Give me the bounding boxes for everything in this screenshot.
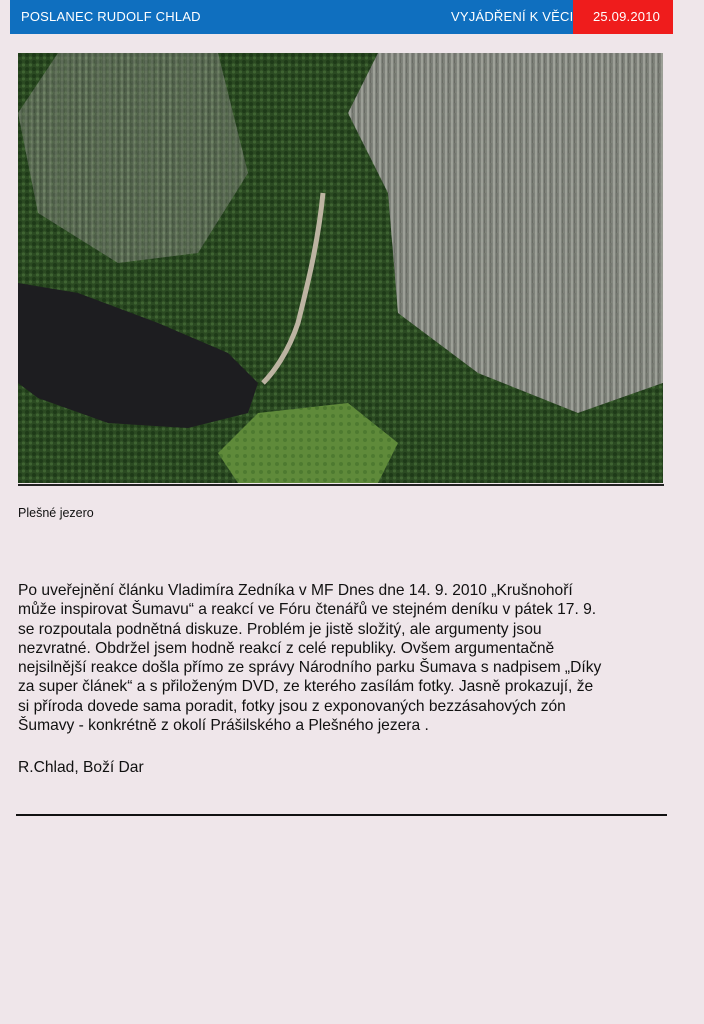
photo-caption: Plešné jezero — [18, 506, 94, 520]
signature: R.Chlad, Boží Dar — [18, 759, 144, 776]
article-line: se rozpoutala podnětná diskuze. Problém je jistě složitý, ale argumenty jsou — [18, 620, 542, 638]
article-line: za super článek“ a s přiloženým DVD, ze kterého zasílám fotky. Jasně prokazují, že — [18, 678, 594, 696]
bottom-divider — [16, 814, 667, 816]
aerial-photo — [18, 53, 663, 483]
article-body — [18, 581, 678, 735]
header-date: 25.09.2010 — [593, 9, 661, 24]
article-line: Šumavy - konkrétně z okolí Prášilského a Plešného jezera . — [18, 717, 429, 735]
article-line: nejsilnější reakce došla přímo ze správy Národního parku Šumava s nadpisem „Díky — [18, 659, 602, 677]
article-line: si příroda dovede sama poradit, fotky jsou z exponovaných bezzásahových zón — [18, 697, 566, 715]
article-line: nezvratné. Obdržel jsem hodně reakcí z celé republiky. Ovšem argumentačně — [18, 639, 555, 657]
header-bar — [10, 0, 673, 34]
header-title: POSLANEC RUDOLF CHLAD — [21, 9, 201, 24]
article-line: Po uveřejnění článku Vladimíra Zedníka v MF Dnes dne 14. 9. 2010 „Krušnohoří — [18, 582, 573, 599]
header-section: VYJÁDŘENÍ K VĚCI — [451, 9, 574, 24]
photo-divider — [18, 484, 664, 486]
article-line: může inspirovat Šumavu“ a reakcí ve Fóru čtenářů ve stejném deníku v pátek 17. 9. — [18, 601, 597, 619]
